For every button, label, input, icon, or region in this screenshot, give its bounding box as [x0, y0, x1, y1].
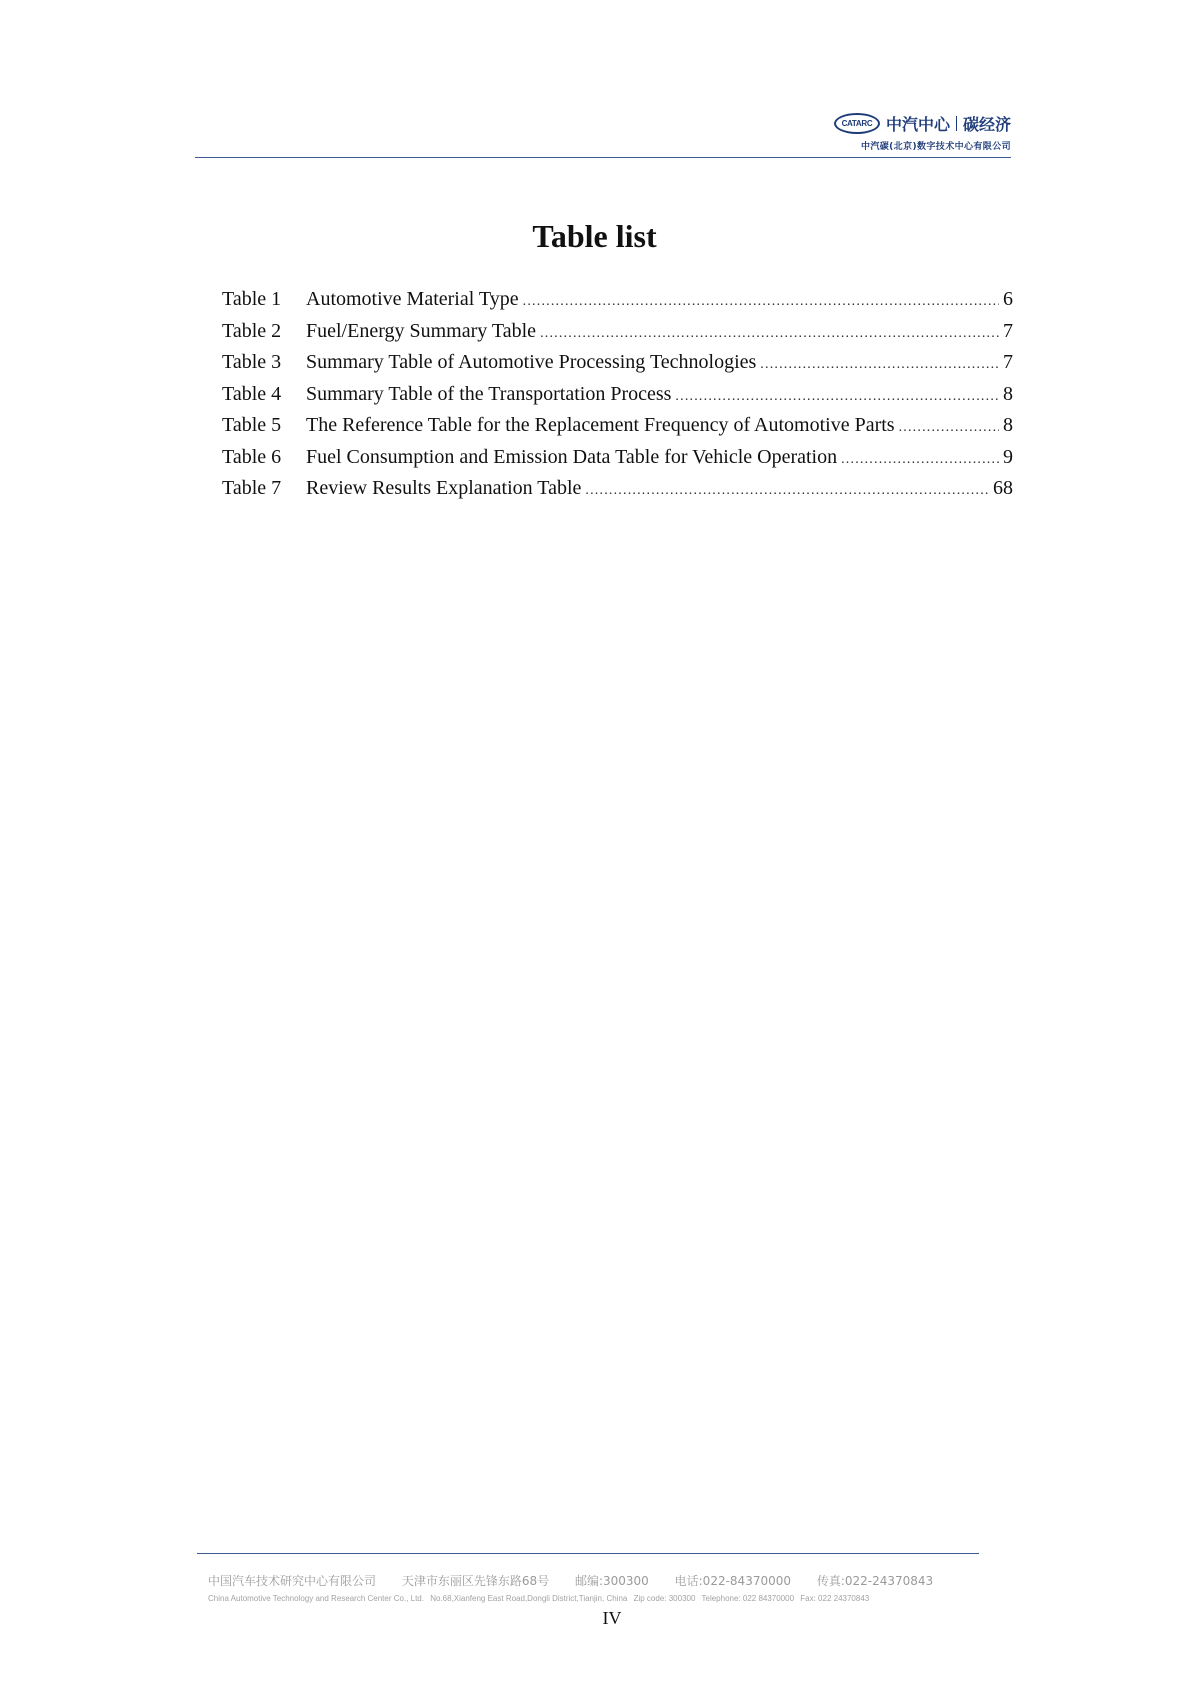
toc-entry-page: 7 — [1003, 319, 1013, 342]
toc-entry-page: 8 — [1003, 382, 1013, 405]
footer-fax-cn: 传真:022-24370843 — [816, 1574, 934, 1588]
footer-contact-en — [208, 1594, 873, 1603]
footer-fax-en: Fax: 022 24370843 — [800, 1594, 870, 1603]
toc-entry[interactable] — [222, 446, 1013, 478]
logo-divider — [956, 116, 957, 131]
header-divider — [195, 157, 1011, 158]
toc-entry-title: Review Results Explanation Table — [306, 477, 582, 499]
page-header — [195, 108, 1011, 158]
toc-entry[interactable] — [222, 414, 1013, 446]
toc-entry-page: 8 — [1003, 414, 1013, 436]
footer-phone-en: Telephone: 022 84370000 — [701, 1594, 795, 1603]
toc-entry[interactable] — [222, 477, 1013, 509]
toc-entry-title: Summary Table of Automotive Processing Technologies — [306, 351, 757, 373]
footer-zip-en: Zip code: 300300 — [633, 1594, 696, 1603]
toc-entry[interactable] — [222, 320, 1013, 352]
toc-leader-dots — [841, 452, 999, 468]
toc-entry-page: 9 — [1003, 445, 1013, 468]
page-title: Table list — [532, 218, 657, 254]
footer-address-cn: 天津市东丽区先锋东路68号 — [401, 1574, 550, 1588]
toc-entry-number: Table 5 — [222, 414, 282, 436]
toc-entry-title: Fuel Consumption and Emission Data Table for Vehicle Operation — [306, 445, 838, 468]
catarc-oval-icon: CATARC — [834, 113, 880, 134]
footer-company-en: China Automotive Technology and Research Center Co., Ltd. — [208, 1594, 424, 1603]
toc-entry-number: Table 6 — [222, 445, 282, 468]
toc-leader-dots — [899, 420, 999, 436]
table-list — [222, 288, 1013, 509]
page-number: IV — [602, 1608, 622, 1628]
toc-entry-number: Table 3 — [222, 351, 282, 373]
toc-leader-dots — [523, 294, 999, 310]
logo-company-line: 中汽碳(北京)数字技术中心有限公司 — [860, 142, 1011, 152]
toc-entry-title: Summary Table of the Transportation Process — [306, 382, 672, 405]
toc-entry-title: Automotive Material Type — [306, 288, 519, 310]
toc-leader-dots — [760, 357, 999, 373]
footer-contact-cn — [208, 1572, 955, 1589]
footer-company-cn: 中国汽车技术研究中心有限公司 — [208, 1574, 377, 1588]
logo-name: 中汽中心 — [885, 115, 950, 134]
toc-entry[interactable] — [222, 351, 1013, 383]
toc-leader-dots — [585, 483, 989, 499]
company-logo — [834, 112, 1011, 152]
toc-entry-number: Table 2 — [222, 319, 282, 342]
toc-leader-dots — [540, 326, 999, 342]
toc-entry[interactable] — [222, 288, 1013, 320]
toc-leader-dots — [675, 389, 999, 405]
toc-entry-page: 7 — [1003, 351, 1013, 373]
footer-phone-cn: 电话:022-84370000 — [674, 1574, 791, 1588]
logo-sub-name: 碳经济 — [962, 115, 1011, 134]
toc-entry-title: The Reference Table for the Replacement Frequency of Automotive Parts — [306, 414, 895, 436]
toc-entry[interactable] — [222, 383, 1013, 415]
toc-entry-number: Table 7 — [222, 477, 282, 499]
toc-entry-title: Fuel/Energy Summary Table — [306, 319, 537, 342]
toc-entry-page: 68 — [993, 477, 1013, 499]
footer-zip-cn: 邮编:300300 — [574, 1574, 649, 1588]
toc-entry-number: Table 4 — [222, 382, 282, 405]
footer-divider — [197, 1553, 979, 1554]
toc-entry-page: 6 — [1003, 288, 1013, 310]
toc-entry-number: Table 1 — [222, 288, 282, 310]
footer-address-en: No.68,Xianfeng East Road,Dongli District,Tianjin, China — [430, 1594, 628, 1603]
